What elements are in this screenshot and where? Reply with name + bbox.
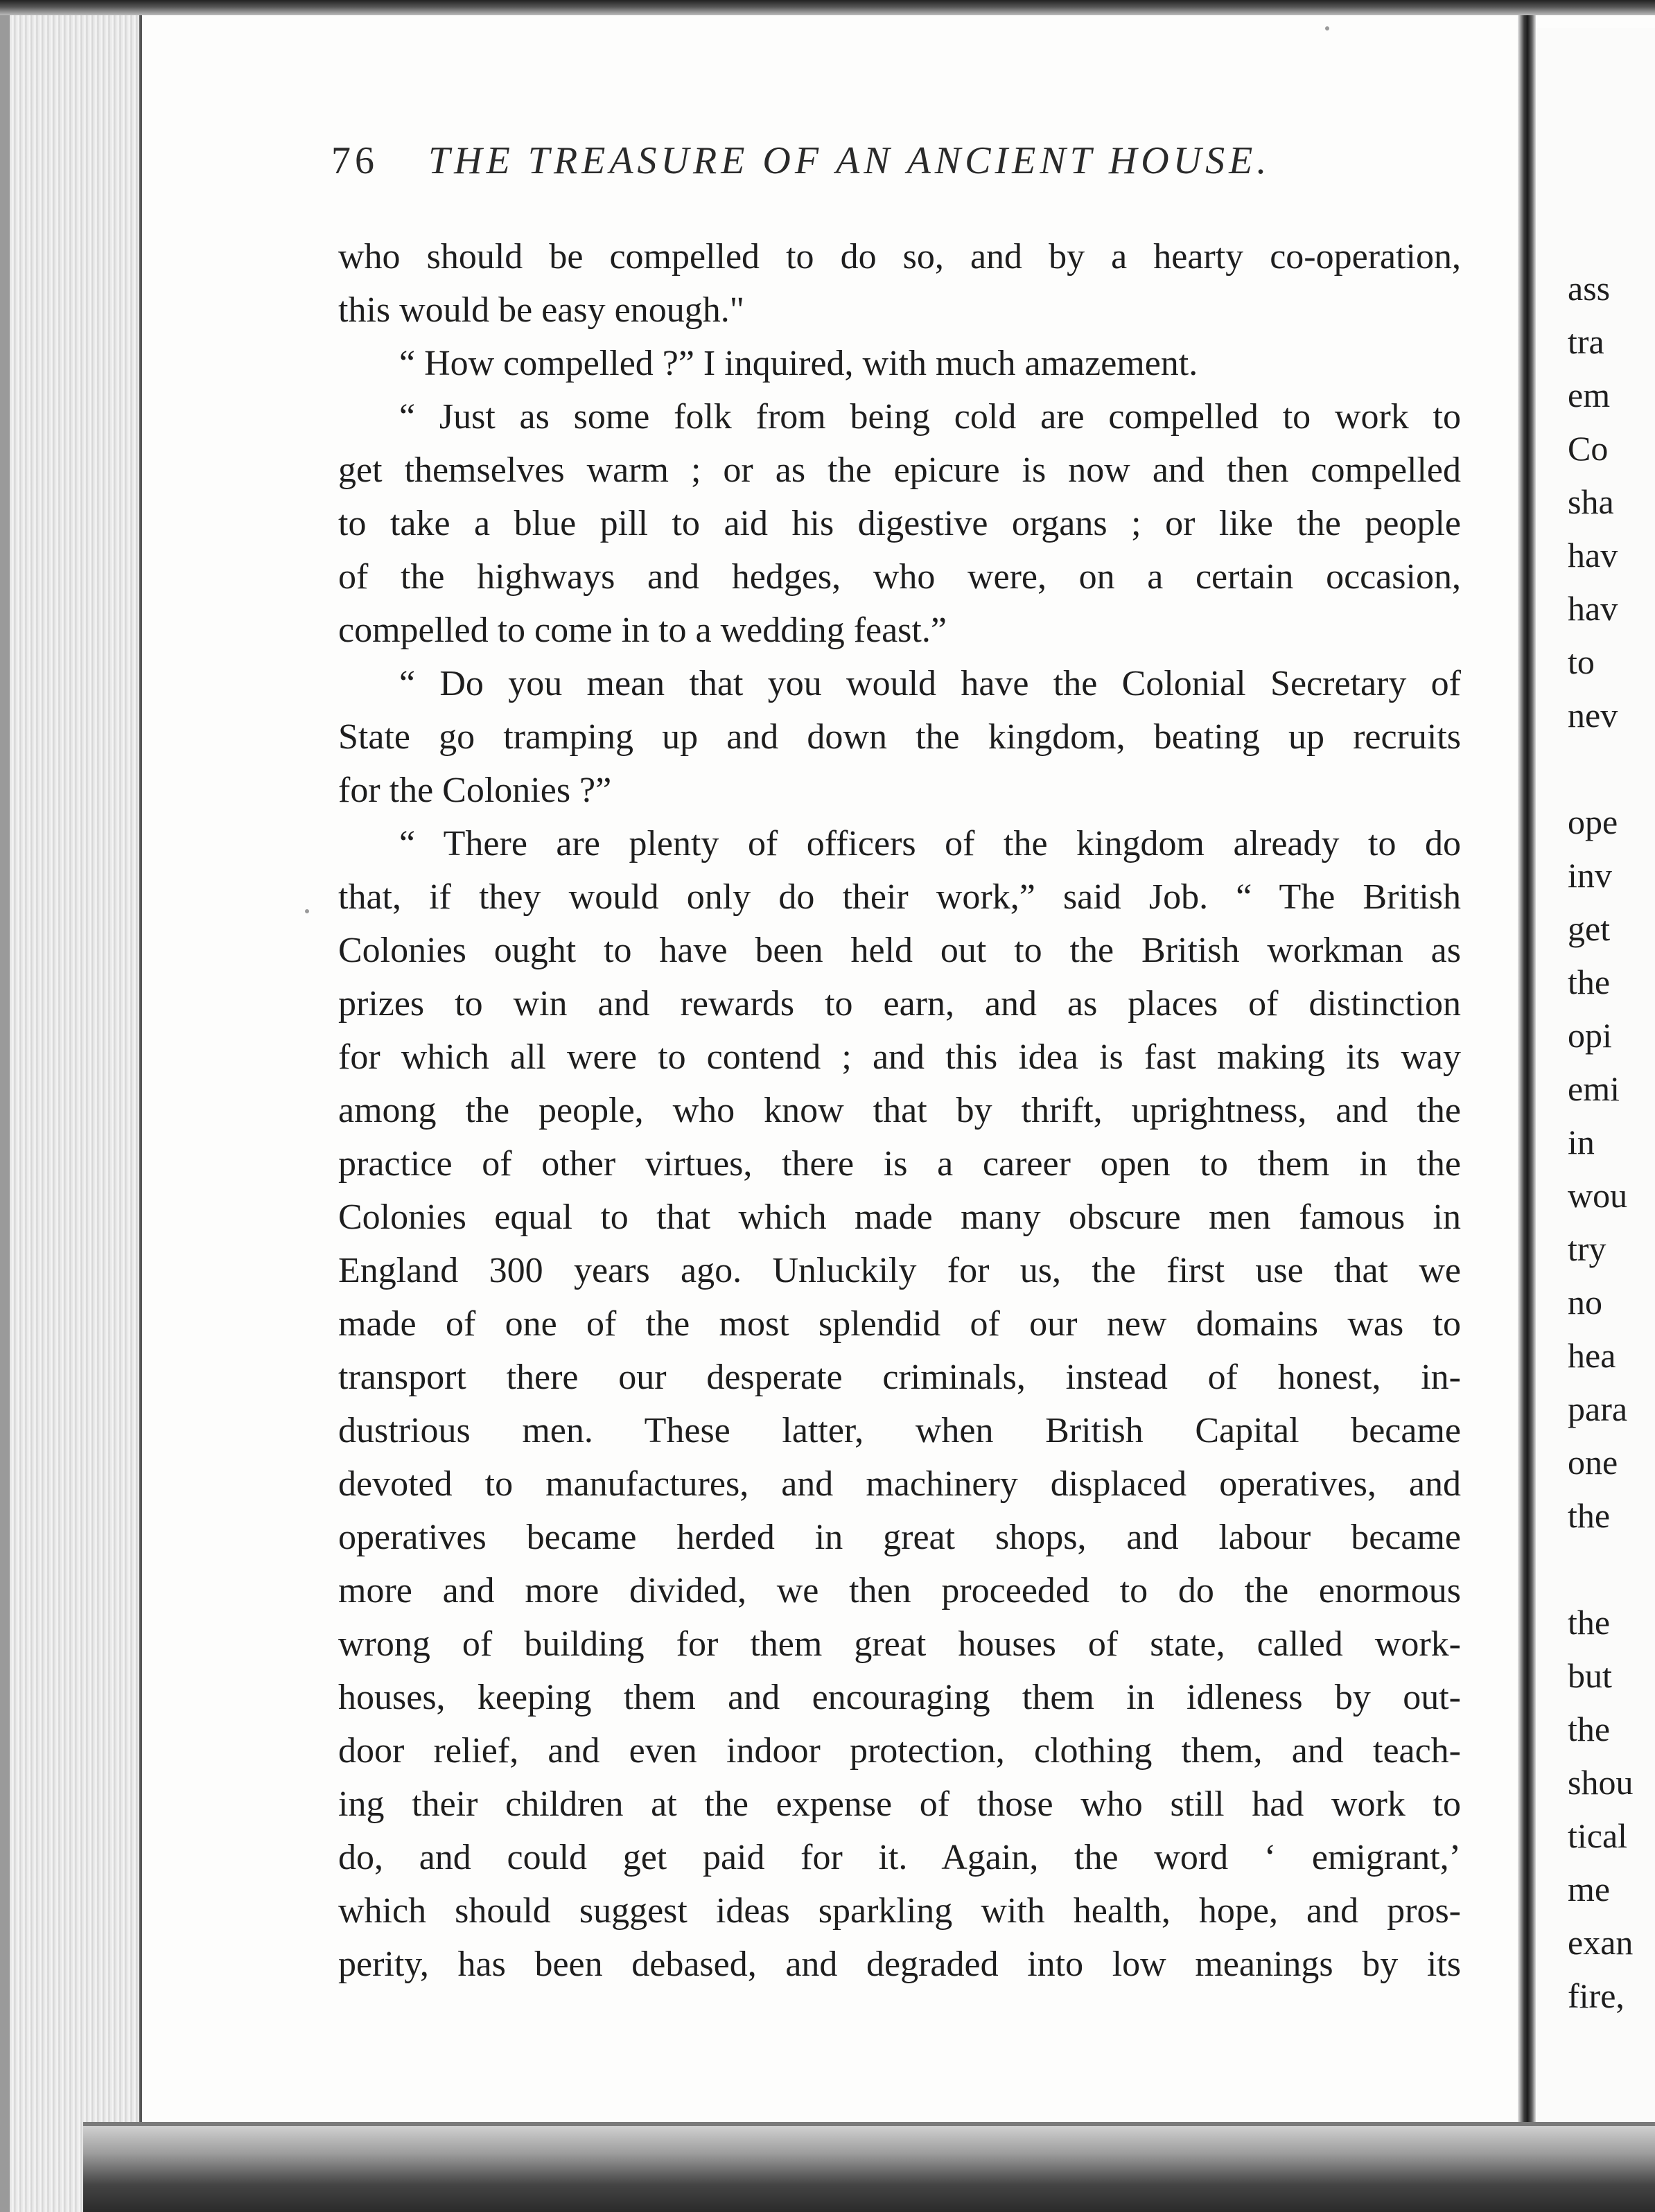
- body-line: perity, has been debased, and degraded into low meanings by its: [338, 1945, 1461, 1984]
- stacked-page-bottom-edge: [83, 2122, 1655, 2212]
- stacked-page-edges: [0, 0, 142, 2212]
- body-line: houses, keeping them and encouraging them in idleness by out-: [338, 1678, 1461, 1717]
- facing-fragment: fire,: [1568, 1976, 1625, 2015]
- body-line: made of one of the most splendid of our new domains was to: [338, 1304, 1461, 1344]
- facing-fragment: hea: [1568, 1336, 1616, 1375]
- body-line: compelled to come in to a wedding feast.”: [338, 611, 947, 650]
- facing-fragment: exan: [1568, 1923, 1634, 1962]
- body-line: “ Do you mean that you would have the Colonial Secretary of: [399, 664, 1461, 703]
- body-line: which should suggest ideas sparkling with health, hope, and pros-: [338, 1891, 1461, 1931]
- page-number: 76: [331, 139, 378, 182]
- facing-fragment: para: [1568, 1389, 1628, 1428]
- body-line: wrong of building for them great houses of state, called work-: [338, 1624, 1461, 1664]
- facing-fragment: tical: [1568, 1816, 1628, 1855]
- facing-fragment: nev: [1568, 696, 1618, 735]
- running-head: [331, 139, 1343, 201]
- facing-fragment: one: [1568, 1443, 1618, 1482]
- facing-fragment: me: [1568, 1870, 1611, 1908]
- body-line: devoted to manufactures, and machinery displaced operatives, and: [338, 1464, 1461, 1504]
- facing-fragment: the: [1568, 963, 1611, 1001]
- facing-fragment: in: [1568, 1123, 1595, 1161]
- body-line: State go tramping up and down the kingdom, beating up recruits: [338, 717, 1461, 757]
- body-line: transport there our desperate criminals, instead of honest, in-: [338, 1358, 1461, 1397]
- scanner-top-edge: [0, 0, 1655, 15]
- facing-fragment: hav: [1568, 536, 1618, 574]
- body-line: “ There are plenty of officers of the kingdom already to do: [399, 824, 1461, 863]
- body-text: [338, 230, 1461, 1991]
- facing-fragment: Co: [1568, 429, 1609, 468]
- facing-paragraph-gap: [1568, 742, 1655, 796]
- facing-fragment: but: [1568, 1656, 1612, 1695]
- body-line: ing their children at the expense of those who still had work to: [338, 1784, 1461, 1824]
- facing-fragment: ope: [1568, 802, 1618, 841]
- book-gutter: [1518, 15, 1536, 2136]
- body-line: “ How compelled ?” I inquired, with much amazement.: [399, 344, 1198, 383]
- facing-fragment: wou: [1568, 1176, 1628, 1215]
- body-line: among the people, who know that by thrift, uprightness, and the: [338, 1091, 1461, 1130]
- facing-page-text: [1568, 262, 1655, 2023]
- facing-paragraph-gap: [1568, 1543, 1655, 1596]
- facing-fragment: the: [1568, 1710, 1611, 1748]
- facing-fragment: the: [1568, 1496, 1611, 1535]
- facing-fragment: em: [1568, 376, 1611, 414]
- facing-fragment: the: [1568, 1603, 1611, 1642]
- body-line: prizes to win and rewards to earn, and as places of distinction: [338, 984, 1461, 1024]
- running-title: THE TREASURE OF AN ANCIENT HOUSE.: [428, 139, 1271, 182]
- body-line: do, and could get paid for it. Again, the word ‘ emigrant,’: [338, 1838, 1461, 1877]
- body-line: that, if they would only do their work,” said Job. “ The British: [338, 877, 1461, 917]
- body-line: “ Just as some folk from being cold are compelled to work to: [399, 397, 1461, 437]
- facing-fragment: tra: [1568, 322, 1604, 361]
- facing-fragment: no: [1568, 1283, 1602, 1322]
- body-line: of the highways and hedges, who were, on a certain occasion,: [338, 557, 1461, 597]
- scan-speck: [1325, 26, 1329, 30]
- scan-speck: [305, 909, 309, 913]
- facing-fragment: inv: [1568, 856, 1612, 895]
- body-line: to take a blue pill to aid his digestive organs ; or like the people: [338, 504, 1461, 543]
- body-line: get themselves warm ; or as the epicure is now and then compelled: [338, 450, 1461, 490]
- facing-fragment: to: [1568, 642, 1595, 681]
- body-line: operatives became herded in great shops, and labour became: [338, 1518, 1461, 1557]
- facing-fragment: shou: [1568, 1763, 1634, 1802]
- facing-fragment: opi: [1568, 1016, 1612, 1055]
- body-line: this would be easy enough.": [338, 290, 744, 330]
- body-line: practice of other virtues, there is a career open to them in the: [338, 1144, 1461, 1184]
- body-line: dustrious men. These latter, when British Capital became: [338, 1411, 1461, 1450]
- body-line: who should be compelled to do so, and by a hearty co-operation,: [338, 237, 1461, 276]
- facing-fragment: sha: [1568, 482, 1614, 521]
- body-line: more and more divided, we then proceeded to do the enormous: [338, 1571, 1461, 1610]
- facing-fragment: hav: [1568, 589, 1618, 628]
- facing-fragment: ass: [1568, 269, 1611, 308]
- facing-fragment: get: [1568, 909, 1611, 948]
- body-line: for the Colonies ?”: [338, 771, 612, 810]
- body-line: England 300 years ago. Unluckily for us, the first use that we: [338, 1251, 1461, 1290]
- facing-fragment: emi: [1568, 1069, 1620, 1108]
- body-line: door relief, and even indoor protection, clothing them, and teach-: [338, 1731, 1461, 1771]
- body-line: Colonies equal to that which made many obscure men famous in: [338, 1197, 1461, 1237]
- body-line: for which all were to contend ; and this idea is fast making its way: [338, 1037, 1461, 1077]
- body-line: Colonies ought to have been held out to the British workman as: [338, 931, 1461, 970]
- facing-fragment: try: [1568, 1229, 1606, 1268]
